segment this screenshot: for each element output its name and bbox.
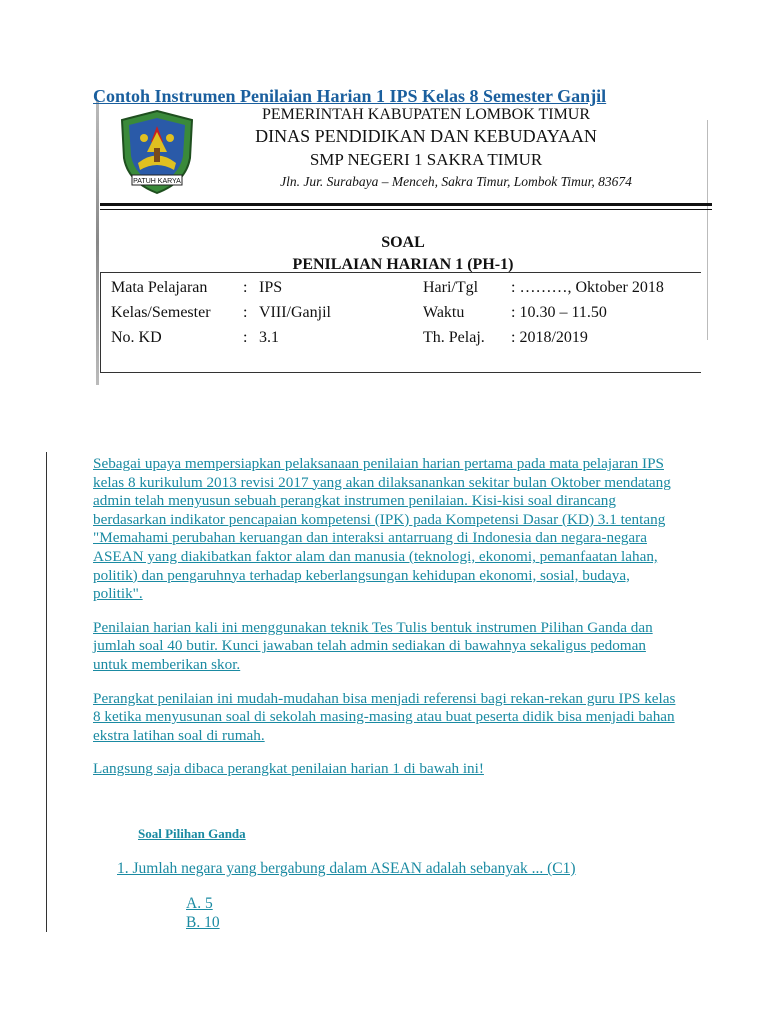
article-paragraph-reference[interactable]: Perangkat penilaian ini mudah-mudahan bisa menjadi referensi bagi rekan-rekan guru IPS kelas 8 ketika menyusunan soal di sekolah masing-masing atau buat peserta didik bisa menjadi bahan ekstra latihan soal di rumah. — [93, 689, 676, 744]
answer-option-b[interactable]: B. 10 — [186, 914, 220, 931]
info-separator: : — [243, 279, 248, 296]
info-value: 3.1 — [259, 329, 279, 346]
article-paragraph-technique[interactable]: Penilaian harian kali ini menggunakan teknik Tes Tulis bentuk instrumen Pilihan Ganda dan jumlah soal 40 butir. Kunci jawaban telah admin sediakan di bawahnya sekaligus pedoman untuk memberikan skor. — [93, 618, 653, 673]
info-label: Waktu — [423, 304, 465, 321]
margin-rule — [46, 452, 47, 932]
info-label: Kelas/Semester — [111, 304, 211, 321]
logo-motto: PATUH KARYA — [133, 178, 181, 185]
info-value: IPS — [259, 279, 283, 296]
letterhead-divider — [100, 209, 712, 210]
info-separator: : — [243, 329, 248, 346]
letterhead-school: SMP NEGERI 1 SAKRA TIMUR — [309, 150, 543, 169]
regency-coat-of-arms-icon — [118, 108, 196, 196]
exam-header-scan — [96, 100, 710, 385]
info-value: VIII/Ganjil — [259, 304, 331, 321]
letterhead-divider — [100, 203, 712, 206]
scan-edge — [707, 120, 708, 340]
exam-info-table — [100, 272, 701, 373]
page-title[interactable]: Contoh Instrumen Penilaian Harian 1 IPS Kelas 8 Semester Ganjil — [93, 86, 607, 106]
letterhead-address: Jln. Jur. Surabaya – Menceh, Sakra Timur, Lombok Timur, 83674 — [280, 174, 632, 189]
info-label: Th. Pelaj. — [423, 329, 485, 346]
article-body — [93, 455, 683, 794]
exam-heading: SOAL — [381, 234, 425, 251]
letterhead-department: DINAS PENDIDIKAN DAN KEBUDAYAAN — [255, 126, 597, 146]
info-value: : ………, Oktober 2018 — [511, 279, 664, 296]
info-separator: : — [243, 304, 248, 321]
letterhead-government: PEMERINTAH KABUPATEN LOMBOK TIMUR — [261, 106, 591, 123]
exam-subheading: PENILAIAN HARIAN 1 (PH-1) — [292, 256, 514, 273]
info-value: : 10.30 – 11.50 — [511, 304, 607, 321]
info-label: No. KD — [111, 329, 162, 346]
article-paragraph-cta[interactable]: Langsung saja dibaca perangkat penilaian harian 1 di bawah ini! — [93, 760, 484, 778]
article-paragraph-intro[interactable]: Sebagai upaya mempersiapkan pelaksanaan penilaian harian pertama pada mata pelajaran IPS kelas 8 kurikulum 2013 revisi 2017 yang akan dilaksanankan sekitar bulan Oktober mendatang admin telah menyusun sebuah perangkat instrumen penilaian. Kisi-kisi soal dirancang berdasarkan indikator pencapaian kompetensi (IPK) pada Kompetensi Dasar (KD) 3.1 tentang "Memahami perubahan keruangan dan interaksi antarruang di Indonesia dan negara-negara ASEAN yang diakibatkan faktor alam dan manusia (teknologi, ekonomi, pemanfaatan lahan, politik) dan pengaruhnya terhadap keberlangsungan kehidupan ekonomi, sosial, budaya, politik". — [93, 455, 671, 603]
info-value: : 2018/2019 — [511, 329, 588, 346]
question-item[interactable]: 1. Jumlah negara yang bergabung dalam ASEAN adalah sebanyak ... (C1) — [117, 860, 576, 877]
answer-option-a[interactable]: A. 5 — [186, 895, 213, 912]
info-label: Mata Pelajaran — [111, 279, 208, 296]
info-label: Hari/Tgl — [423, 279, 479, 296]
section-heading-multiple-choice[interactable]: Soal Pilihan Ganda — [138, 826, 246, 841]
